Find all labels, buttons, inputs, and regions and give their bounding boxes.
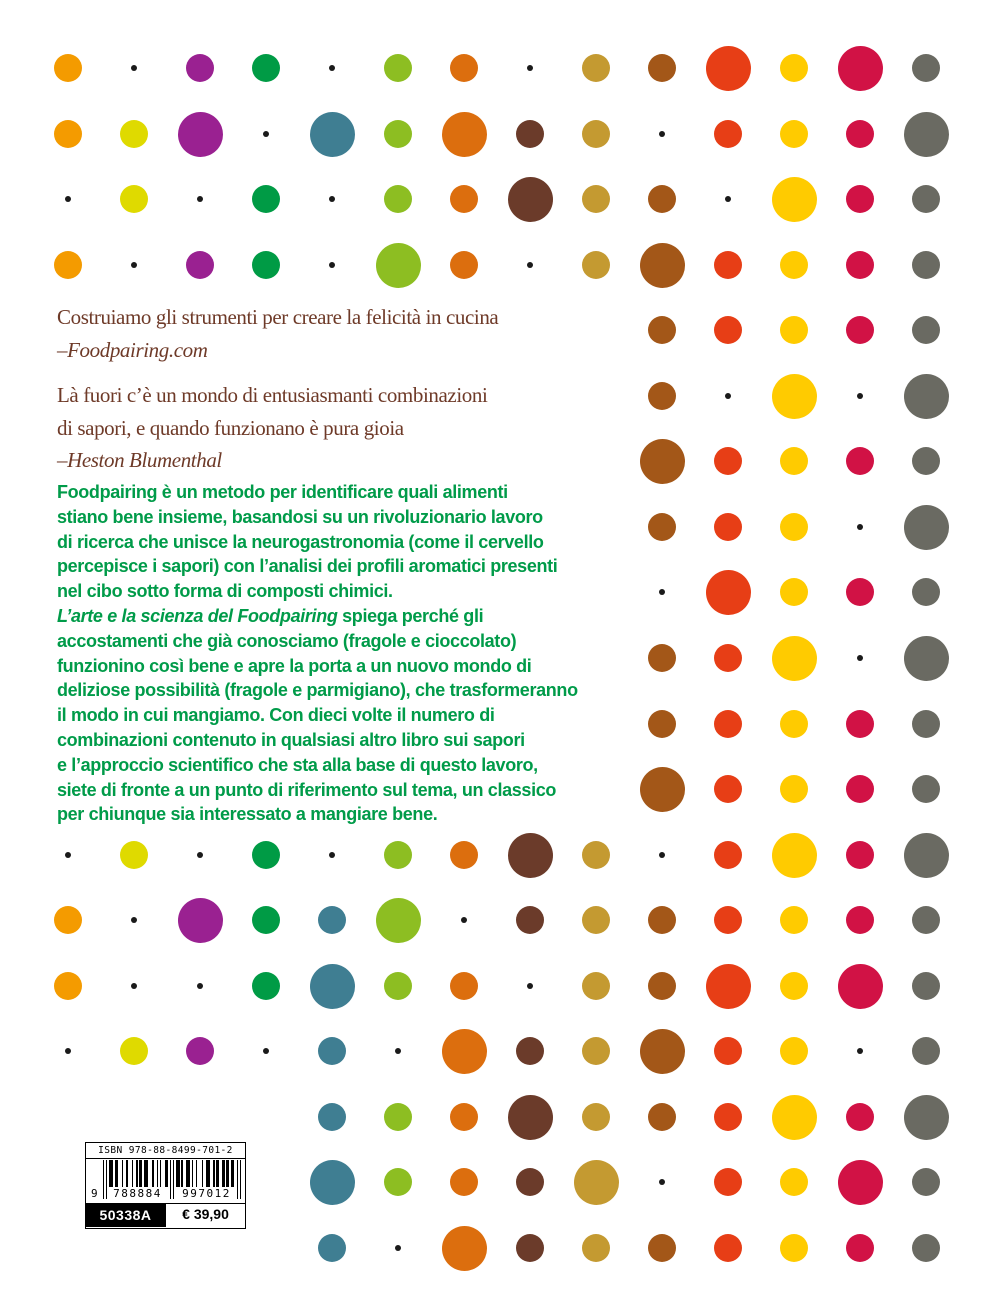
color-dot bbox=[714, 1168, 742, 1196]
tiny-dot bbox=[857, 1048, 863, 1054]
barcode-bar bbox=[222, 1160, 225, 1189]
tiny-dot bbox=[197, 983, 203, 989]
description-line: nel cibo sotto forma di composti chimici. bbox=[57, 581, 393, 602]
color-dot bbox=[384, 972, 412, 1000]
tiny-dot bbox=[65, 1048, 71, 1054]
color-dot bbox=[846, 447, 874, 475]
quote-text: Là fuori c’è un mondo di entusiasmanti combinazioni bbox=[57, 383, 488, 407]
color-dot bbox=[508, 177, 553, 222]
tiny-dot bbox=[329, 852, 335, 858]
ean-digit-group-1: 788884 bbox=[107, 1187, 168, 1201]
quote-heston-blumenthal bbox=[57, 379, 487, 477]
color-dot bbox=[54, 251, 82, 279]
color-dot bbox=[310, 964, 355, 1009]
color-dot bbox=[582, 120, 610, 148]
color-dot bbox=[780, 54, 808, 82]
color-dot bbox=[846, 578, 874, 606]
price: € 39,90 bbox=[165, 1204, 245, 1227]
color-dot bbox=[846, 1234, 874, 1262]
color-dot bbox=[780, 316, 808, 344]
color-dot bbox=[648, 513, 676, 541]
color-dot bbox=[582, 251, 610, 279]
color-dot bbox=[772, 636, 817, 681]
color-dot bbox=[912, 54, 940, 82]
color-dot bbox=[846, 710, 874, 738]
color-dot bbox=[318, 906, 346, 934]
color-dot bbox=[780, 120, 808, 148]
color-dot bbox=[54, 906, 82, 934]
color-dot bbox=[846, 185, 874, 213]
price-row bbox=[86, 1203, 245, 1227]
color-dot bbox=[846, 316, 874, 344]
color-dot bbox=[582, 1037, 610, 1065]
ean-digit-group-2: 997012 bbox=[176, 1187, 237, 1201]
ean-leading-digit: 9 bbox=[91, 1187, 98, 1200]
color-dot bbox=[714, 841, 742, 869]
color-dot bbox=[780, 775, 808, 803]
color-dot bbox=[846, 1103, 874, 1131]
color-dot bbox=[838, 46, 883, 91]
barcode-bar bbox=[173, 1160, 174, 1199]
barcode-bar bbox=[115, 1160, 118, 1189]
color-dot bbox=[384, 54, 412, 82]
color-dot bbox=[442, 112, 487, 157]
color-dot bbox=[912, 906, 940, 934]
description-line: Foodpairing è un metodo per identificare quali alimenti bbox=[57, 482, 508, 502]
color-dot bbox=[648, 710, 676, 738]
tiny-dot bbox=[725, 393, 731, 399]
tiny-dot bbox=[527, 983, 533, 989]
color-dot bbox=[582, 1234, 610, 1262]
description-line: L’arte e la scienza del Foodpairing spiega perché gli bbox=[57, 605, 484, 626]
barcode-bar bbox=[196, 1160, 197, 1189]
color-dot bbox=[450, 972, 478, 1000]
color-dot bbox=[846, 906, 874, 934]
color-dot bbox=[120, 185, 148, 213]
color-dot bbox=[186, 1037, 214, 1065]
color-dot bbox=[780, 906, 808, 934]
color-dot bbox=[648, 185, 676, 213]
barcode-bar bbox=[170, 1160, 171, 1199]
color-dot bbox=[780, 251, 808, 279]
color-dot bbox=[640, 243, 685, 288]
tiny-dot bbox=[725, 196, 731, 202]
color-dot bbox=[318, 1103, 346, 1131]
color-dot bbox=[904, 374, 949, 419]
color-dot bbox=[376, 898, 421, 943]
tiny-dot bbox=[263, 1048, 269, 1054]
color-dot bbox=[582, 1103, 610, 1131]
barcode-bar bbox=[152, 1160, 153, 1189]
description-line: deliziose possibilità (fragole e parmigiano), che trasformeranno bbox=[57, 680, 578, 701]
color-dot bbox=[450, 841, 478, 869]
color-dot bbox=[310, 112, 355, 157]
color-dot bbox=[714, 120, 742, 148]
edition-code: 50338A bbox=[86, 1204, 165, 1227]
color-dot bbox=[384, 1103, 412, 1131]
book-description bbox=[57, 480, 578, 827]
tiny-dot bbox=[527, 65, 533, 71]
color-dot bbox=[904, 833, 949, 878]
color-dot bbox=[780, 1168, 808, 1196]
description-line: accostamenti che già conosciamo (fragole e cioccolato) bbox=[57, 630, 517, 651]
tiny-dot bbox=[131, 262, 137, 268]
barcode-bar bbox=[206, 1160, 210, 1189]
color-dot bbox=[714, 316, 742, 344]
color-dot bbox=[714, 1234, 742, 1262]
description-line: di ricerca che unisce la neurogastronomia (come il cervello bbox=[57, 531, 544, 552]
color-dot bbox=[912, 1234, 940, 1262]
barcode-bar bbox=[157, 1160, 158, 1189]
color-dot bbox=[450, 54, 478, 82]
color-dot bbox=[648, 382, 676, 410]
color-dot bbox=[582, 54, 610, 82]
color-dot bbox=[252, 185, 280, 213]
color-dot bbox=[772, 1095, 817, 1140]
color-dot bbox=[714, 644, 742, 672]
color-dot bbox=[912, 316, 940, 344]
color-dot bbox=[912, 1037, 940, 1065]
color-dot bbox=[252, 906, 280, 934]
color-dot bbox=[442, 1029, 487, 1074]
color-dot bbox=[120, 841, 148, 869]
description-line: combinazioni contenuto in qualsiasi altro libro sui sapori bbox=[57, 729, 525, 750]
color-dot bbox=[846, 841, 874, 869]
isbn-number: ISBN 978-88-8499-701-2 bbox=[86, 1143, 245, 1159]
color-dot bbox=[252, 251, 280, 279]
color-dot bbox=[384, 841, 412, 869]
color-dot bbox=[450, 1103, 478, 1131]
color-dot bbox=[780, 1037, 808, 1065]
description-line: stiano bene insieme, basandosi su un rivoluzionario lavoro bbox=[57, 506, 543, 527]
color-dot bbox=[846, 775, 874, 803]
description-line: il modo in cui mangiamo. Con dieci volte il numero di bbox=[57, 705, 495, 726]
color-dot bbox=[714, 1103, 742, 1131]
color-dot bbox=[648, 972, 676, 1000]
tiny-dot bbox=[65, 852, 71, 858]
color-dot bbox=[120, 1037, 148, 1065]
color-dot bbox=[178, 898, 223, 943]
color-dot bbox=[516, 1037, 544, 1065]
color-dot bbox=[904, 1095, 949, 1140]
color-dot bbox=[780, 972, 808, 1000]
color-dot bbox=[912, 578, 940, 606]
tiny-dot bbox=[329, 262, 335, 268]
color-dot bbox=[838, 1160, 883, 1205]
quote-foodpairing-com bbox=[57, 301, 498, 366]
color-dot bbox=[904, 636, 949, 681]
color-dot bbox=[706, 570, 751, 615]
color-dot bbox=[912, 447, 940, 475]
color-dot bbox=[912, 710, 940, 738]
color-dot bbox=[714, 710, 742, 738]
color-dot bbox=[714, 906, 742, 934]
color-dot bbox=[508, 1095, 553, 1140]
color-dot bbox=[384, 1168, 412, 1196]
barcode-bar bbox=[132, 1160, 133, 1189]
barcode-bar bbox=[181, 1160, 182, 1189]
tiny-dot bbox=[857, 524, 863, 530]
tiny-dot bbox=[197, 852, 203, 858]
color-dot bbox=[648, 644, 676, 672]
color-dot bbox=[780, 447, 808, 475]
barcode-bar bbox=[160, 1160, 161, 1189]
color-dot bbox=[54, 120, 82, 148]
barcode-bar bbox=[216, 1160, 219, 1189]
barcode-bar bbox=[126, 1160, 127, 1189]
color-dot bbox=[640, 439, 685, 484]
color-dot bbox=[904, 505, 949, 550]
color-dot bbox=[54, 54, 82, 82]
color-dot bbox=[904, 112, 949, 157]
color-dot bbox=[54, 972, 82, 1000]
color-dot bbox=[376, 243, 421, 288]
tiny-dot bbox=[659, 589, 665, 595]
tiny-dot bbox=[131, 917, 137, 923]
color-dot bbox=[310, 1160, 355, 1205]
color-dot bbox=[574, 1160, 619, 1205]
description-line: per chiunque sia interessato a mangiare bene. bbox=[57, 804, 438, 825]
color-dot bbox=[516, 1168, 544, 1196]
color-dot bbox=[120, 120, 148, 148]
tiny-dot bbox=[461, 917, 467, 923]
color-dot bbox=[582, 972, 610, 1000]
color-dot bbox=[384, 120, 412, 148]
description-line: funzionino così bene e apre la porta a un nuovo mondo di bbox=[57, 655, 532, 676]
tiny-dot bbox=[395, 1245, 401, 1251]
tiny-dot bbox=[329, 65, 335, 71]
color-dot bbox=[912, 775, 940, 803]
color-dot bbox=[450, 251, 478, 279]
color-dot bbox=[838, 964, 883, 1009]
description-line: siete di fronte a un punto di riferimento sul tema, un classico bbox=[57, 779, 557, 800]
color-dot bbox=[582, 185, 610, 213]
color-dot bbox=[252, 54, 280, 82]
barcode-bar bbox=[103, 1160, 104, 1199]
tiny-dot bbox=[659, 852, 665, 858]
tiny-dot bbox=[395, 1048, 401, 1054]
color-dot bbox=[648, 1103, 676, 1131]
quote-attribution: –Foodpairing.com bbox=[57, 337, 208, 362]
quote-attribution: –Heston Blumenthal bbox=[57, 448, 222, 472]
color-dot bbox=[846, 120, 874, 148]
color-dot bbox=[648, 316, 676, 344]
color-dot bbox=[714, 1037, 742, 1065]
color-dot bbox=[186, 251, 214, 279]
barcode-bar bbox=[139, 1160, 142, 1189]
barcode-bar bbox=[202, 1160, 203, 1189]
barcode-bar bbox=[176, 1160, 180, 1189]
color-dot bbox=[186, 54, 214, 82]
color-dot bbox=[252, 841, 280, 869]
color-dot bbox=[714, 513, 742, 541]
color-dot bbox=[714, 251, 742, 279]
color-dot bbox=[772, 177, 817, 222]
barcode-bar bbox=[186, 1160, 190, 1189]
color-dot bbox=[648, 906, 676, 934]
color-dot bbox=[780, 578, 808, 606]
color-dot bbox=[846, 251, 874, 279]
color-dot bbox=[912, 251, 940, 279]
description-line: e l’approccio scientifico che sta alla base di questo lavoro, bbox=[57, 754, 538, 775]
color-dot bbox=[648, 1234, 676, 1262]
color-dot bbox=[516, 120, 544, 148]
color-dot bbox=[178, 112, 223, 157]
isbn-barcode-label bbox=[85, 1142, 246, 1229]
quote-text: di sapori, e quando funzionano è pura gioia bbox=[57, 415, 404, 440]
tiny-dot bbox=[263, 131, 269, 137]
color-dot bbox=[706, 46, 751, 91]
color-dot bbox=[640, 767, 685, 812]
color-dot bbox=[912, 972, 940, 1000]
tiny-dot bbox=[329, 196, 335, 202]
tiny-dot bbox=[659, 1179, 665, 1185]
barcode-bar bbox=[226, 1160, 229, 1189]
color-dot bbox=[780, 710, 808, 738]
color-dot bbox=[772, 374, 817, 419]
barcode-bar bbox=[109, 1160, 113, 1189]
color-dot bbox=[780, 1234, 808, 1262]
color-dot bbox=[648, 54, 676, 82]
barcode-bar bbox=[136, 1160, 137, 1189]
tiny-dot bbox=[857, 393, 863, 399]
tiny-dot bbox=[527, 262, 533, 268]
color-dot bbox=[912, 1168, 940, 1196]
color-dot bbox=[714, 447, 742, 475]
color-dot bbox=[516, 906, 544, 934]
color-dot bbox=[384, 185, 412, 213]
color-dot bbox=[508, 833, 553, 878]
color-dot bbox=[516, 1234, 544, 1262]
tiny-dot bbox=[131, 983, 137, 989]
tiny-dot bbox=[197, 196, 203, 202]
color-dot bbox=[582, 906, 610, 934]
barcode-bar bbox=[240, 1160, 241, 1199]
color-dot bbox=[772, 833, 817, 878]
color-dot bbox=[442, 1226, 487, 1271]
color-dot bbox=[450, 1168, 478, 1196]
description-line: percepisce i sapori) con l’analisi dei profili aromatici presenti bbox=[57, 556, 558, 577]
color-dot bbox=[640, 1029, 685, 1074]
barcode-bar bbox=[192, 1160, 193, 1189]
barcode-bar bbox=[165, 1160, 168, 1189]
tiny-dot bbox=[659, 131, 665, 137]
color-dot bbox=[318, 1037, 346, 1065]
color-dot bbox=[318, 1234, 346, 1262]
ean-barcode bbox=[86, 1159, 245, 1203]
color-dot bbox=[582, 841, 610, 869]
color-dot bbox=[912, 185, 940, 213]
barcode-bar bbox=[144, 1160, 148, 1189]
tiny-dot bbox=[131, 65, 137, 71]
barcode-bar bbox=[231, 1160, 234, 1189]
color-dot bbox=[450, 185, 478, 213]
quote-text: Costruiamo gli strumenti per creare la felicità in cucina bbox=[57, 305, 499, 329]
barcode-bar bbox=[213, 1160, 214, 1189]
tiny-dot bbox=[857, 655, 863, 661]
color-dot bbox=[780, 513, 808, 541]
color-dot bbox=[706, 964, 751, 1009]
barcode-bar bbox=[122, 1160, 123, 1189]
tiny-dot bbox=[65, 196, 71, 202]
color-dot bbox=[714, 775, 742, 803]
color-dot bbox=[252, 972, 280, 1000]
